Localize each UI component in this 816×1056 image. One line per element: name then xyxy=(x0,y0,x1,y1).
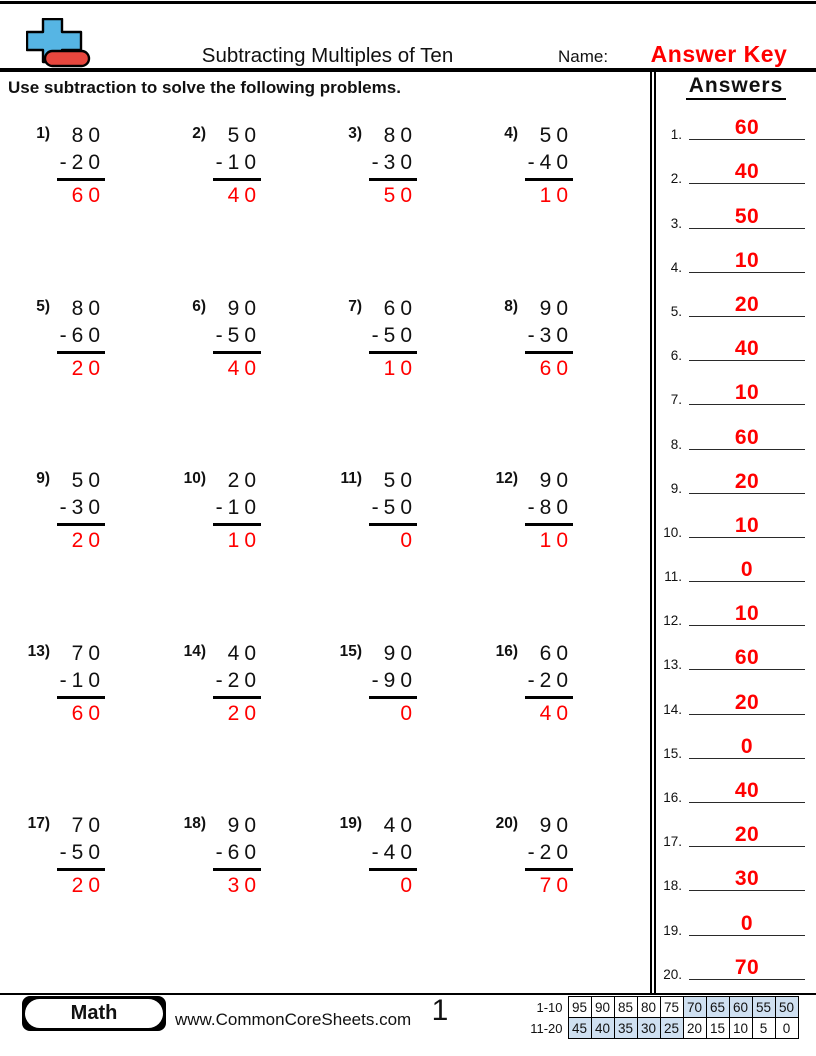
answer-number: 17. xyxy=(663,834,682,850)
problem-answer: 0 xyxy=(400,701,417,725)
answer-blank-line xyxy=(689,867,805,891)
problem-number: 12) xyxy=(495,470,518,487)
answer-rule xyxy=(57,178,105,181)
problem-number: 8) xyxy=(504,297,518,315)
answer-blank-line xyxy=(689,956,805,980)
problem-number: 18) xyxy=(183,815,206,832)
score-cell: 15 xyxy=(706,1018,729,1039)
answer-value: 20 xyxy=(734,292,760,316)
problem-15 xyxy=(336,640,492,813)
answer-rule xyxy=(57,868,105,871)
answer-item xyxy=(656,847,814,894)
subject-badge xyxy=(22,996,166,1031)
answer-rule xyxy=(369,351,417,354)
answer-blank-line xyxy=(689,912,805,936)
minuend: 70 xyxy=(71,641,105,665)
answer-value: 20 xyxy=(734,823,760,847)
problem-answer: 20 xyxy=(71,874,105,897)
answer-rule xyxy=(57,696,105,699)
answer-value: 10 xyxy=(734,513,760,537)
problem-answer: 20 xyxy=(71,529,105,552)
problem-2 xyxy=(180,122,336,295)
answer-number: 8. xyxy=(670,436,682,452)
answer-item xyxy=(656,670,814,717)
answer-blank-line xyxy=(689,646,805,670)
problem-answer: 10 xyxy=(227,529,261,552)
score-cell: 20 xyxy=(683,1018,706,1039)
answer-value: 60 xyxy=(734,646,760,670)
answer-value: 10 xyxy=(734,602,760,626)
answer-rule xyxy=(213,351,261,354)
answer-value: 0 xyxy=(740,558,754,582)
problem-answer: 60 xyxy=(539,356,573,380)
minuend: 60 xyxy=(539,641,573,665)
problem-number: 3) xyxy=(348,125,362,142)
problem-6 xyxy=(180,295,336,468)
answer-blank-line xyxy=(689,602,805,626)
answer-number: 7. xyxy=(670,392,682,408)
answer-blank-line xyxy=(689,426,805,450)
answer-rule xyxy=(525,696,573,699)
answer-number: 13. xyxy=(663,657,682,673)
answer-item xyxy=(656,538,814,585)
answer-number: 1. xyxy=(670,127,682,143)
problem-row xyxy=(24,812,648,985)
header-divider-line xyxy=(0,68,816,72)
problem-number: 17) xyxy=(27,815,50,832)
answer-value: 30 xyxy=(734,867,760,891)
answer-value: 10 xyxy=(734,248,760,272)
answer-rule xyxy=(369,523,417,526)
answer-blank-line xyxy=(689,116,805,140)
answer-number: 20. xyxy=(663,966,682,982)
problem-answer: 40 xyxy=(227,184,261,207)
minuend: 40 xyxy=(383,814,417,837)
minuend: 50 xyxy=(227,124,261,147)
problem-13 xyxy=(24,640,180,813)
answer-rule xyxy=(213,868,261,871)
minuend: 60 xyxy=(383,296,417,320)
minuend: 50 xyxy=(71,469,105,492)
answer-number: 10. xyxy=(663,524,682,540)
minuend: 90 xyxy=(227,296,261,320)
problem-work xyxy=(213,812,261,985)
answer-number: 4. xyxy=(670,259,682,275)
problem-answer: 50 xyxy=(383,184,417,207)
problem-10 xyxy=(180,467,336,640)
score-cell: 85 xyxy=(614,997,637,1018)
problem-1 xyxy=(24,122,180,295)
answer-item xyxy=(656,450,814,494)
answer-blank-line xyxy=(689,160,805,184)
answer-number: 6. xyxy=(670,348,682,364)
problem-work xyxy=(369,812,417,985)
subtrahend: -20 xyxy=(215,668,261,692)
answer-number: 16. xyxy=(663,790,682,805)
answer-item xyxy=(656,405,814,452)
answer-number: 15. xyxy=(663,745,682,761)
problem-row xyxy=(24,467,648,640)
problem-work xyxy=(369,467,417,640)
problem-number: 19) xyxy=(339,815,362,832)
minuend: 20 xyxy=(227,469,261,492)
problem-work xyxy=(213,467,261,640)
subtrahend: -20 xyxy=(527,841,573,864)
problem-number: 14) xyxy=(183,642,206,660)
minuend: 50 xyxy=(383,469,417,492)
answer-number: 11. xyxy=(664,569,682,585)
answer-value: 10 xyxy=(734,381,760,405)
problem-4 xyxy=(492,122,648,295)
problem-work xyxy=(525,467,573,640)
answer-blank-line xyxy=(689,249,805,273)
problem-number: 6) xyxy=(192,297,206,315)
answer-blank-line xyxy=(689,205,805,229)
answer-item xyxy=(656,140,814,187)
answers-title-text: Answers xyxy=(686,74,787,100)
problem-7 xyxy=(336,295,492,468)
score-range-label: 11-20 xyxy=(530,1020,563,1036)
problem-work xyxy=(525,812,573,985)
answer-value: 20 xyxy=(734,690,760,714)
answer-item xyxy=(656,803,814,850)
instructions-text: Use subtraction to solve the following problems. xyxy=(8,78,401,97)
problem-answer: 10 xyxy=(539,529,573,552)
problem-work xyxy=(213,295,261,468)
subtrahend: -30 xyxy=(59,496,105,519)
subtrahend: -50 xyxy=(215,323,261,347)
answer-value: 0 xyxy=(740,911,754,935)
problem-answer: 60 xyxy=(71,701,105,725)
score-cell: 75 xyxy=(660,997,683,1018)
score-cell: 35 xyxy=(614,1018,637,1039)
page-top-border xyxy=(0,1,816,4)
answers-list xyxy=(656,96,814,980)
problem-answer: 70 xyxy=(539,874,573,897)
answer-number: 14. xyxy=(663,701,682,717)
problem-answer: 20 xyxy=(71,356,105,380)
problem-number: 11) xyxy=(340,470,362,487)
subtrahend: -20 xyxy=(527,668,573,692)
answer-item xyxy=(656,494,814,538)
answer-item xyxy=(656,936,814,980)
score-cell: 70 xyxy=(683,997,706,1018)
problem-answer: 0 xyxy=(400,874,417,897)
score-cell: 55 xyxy=(752,997,775,1018)
answer-item xyxy=(656,317,814,364)
problem-work xyxy=(525,295,573,468)
subtrahend: -30 xyxy=(371,151,417,174)
score-cell: 45 xyxy=(568,1018,591,1039)
answer-rule xyxy=(369,178,417,181)
problem-answer: 10 xyxy=(539,184,573,207)
subtrahend: -60 xyxy=(215,841,261,864)
subtrahend: -30 xyxy=(527,323,573,347)
minuend: 50 xyxy=(539,124,573,147)
answer-number: 12. xyxy=(663,613,682,629)
page-number: 1 xyxy=(431,994,449,1027)
answer-value: 0 xyxy=(740,734,754,758)
answer-rule xyxy=(525,868,573,871)
answer-blank-line xyxy=(689,691,805,715)
minuend: 90 xyxy=(227,814,261,837)
answer-blank-line xyxy=(689,823,805,847)
problem-work xyxy=(369,295,417,468)
problem-12 xyxy=(492,467,648,640)
score-cell: 80 xyxy=(637,997,660,1018)
minuend: 90 xyxy=(539,469,573,492)
score-cell: 0 xyxy=(775,1018,798,1039)
minuend: 80 xyxy=(71,296,105,320)
problem-answer: 20 xyxy=(227,701,261,725)
answer-blank-line xyxy=(689,470,805,494)
answer-rule xyxy=(369,696,417,699)
answer-item xyxy=(656,582,814,629)
problem-19 xyxy=(336,812,492,985)
score-cell: 10 xyxy=(729,1018,752,1039)
answer-rule xyxy=(525,351,573,354)
score-cell: 60 xyxy=(729,997,752,1018)
minuend: 90 xyxy=(383,641,417,665)
name-label: Name: xyxy=(558,47,609,66)
answer-rule xyxy=(57,523,105,526)
problem-17 xyxy=(24,812,180,985)
problem-work xyxy=(369,122,417,295)
score-cell: 65 xyxy=(706,997,729,1018)
subject-label: Math xyxy=(25,999,163,1028)
problem-work xyxy=(213,640,261,813)
score-cell: 40 xyxy=(591,1018,614,1039)
subtrahend: -10 xyxy=(215,496,261,519)
answer-rule xyxy=(57,351,105,354)
answer-blank-line xyxy=(689,558,805,582)
score-row xyxy=(520,997,798,1018)
answer-blank-line xyxy=(689,337,805,361)
problem-work xyxy=(57,812,105,985)
answer-item xyxy=(656,626,814,673)
answer-blank-line xyxy=(689,381,805,405)
subtrahend: -40 xyxy=(371,841,417,864)
answer-value: 40 xyxy=(734,160,760,184)
minuend: 90 xyxy=(539,814,573,837)
score-row xyxy=(520,1018,798,1039)
problem-answer: 10 xyxy=(383,356,417,380)
answer-item xyxy=(656,184,814,231)
answer-item xyxy=(656,891,814,938)
answer-blank-line xyxy=(689,779,805,803)
problem-9 xyxy=(24,467,180,640)
problem-work xyxy=(525,122,573,295)
answer-value: 20 xyxy=(734,469,760,493)
subtrahend: -60 xyxy=(59,323,105,347)
problem-work xyxy=(57,295,105,468)
problem-work xyxy=(57,640,105,813)
answer-value: 50 xyxy=(734,204,760,228)
answer-value: 70 xyxy=(734,955,760,979)
subtrahend: -50 xyxy=(371,496,417,519)
problem-20 xyxy=(492,812,648,985)
subtrahend: -10 xyxy=(59,668,105,692)
problem-5 xyxy=(24,295,180,468)
problem-row xyxy=(24,640,648,813)
answer-item xyxy=(656,361,814,408)
answer-item xyxy=(656,273,814,317)
answer-number: 9. xyxy=(670,480,682,496)
problem-work xyxy=(369,640,417,813)
answer-blank-line xyxy=(689,293,805,317)
answer-number: 19. xyxy=(663,922,682,938)
problem-number: 1) xyxy=(36,125,50,142)
website-url: www.CommonCoreSheets.com xyxy=(175,1010,412,1029)
answer-rule xyxy=(525,523,573,526)
problem-number: 4) xyxy=(504,125,518,142)
problem-work xyxy=(57,467,105,640)
answer-number: 2. xyxy=(670,171,682,187)
score-reference-table xyxy=(520,996,799,1039)
problem-work xyxy=(213,122,261,295)
answer-blank-line xyxy=(689,514,805,538)
problem-8 xyxy=(492,295,648,468)
problem-16 xyxy=(492,640,648,813)
subtrahend: -40 xyxy=(527,151,573,174)
answer-value: 40 xyxy=(734,337,760,361)
problem-11 xyxy=(336,467,492,640)
answers-panel-title xyxy=(658,74,814,98)
minuend: 90 xyxy=(539,296,573,320)
subtrahend: -80 xyxy=(527,496,573,519)
worksheet-title: Subtracting Multiples of Ten xyxy=(201,44,454,67)
answer-item xyxy=(656,715,814,759)
problem-3 xyxy=(336,122,492,295)
problem-number: 5) xyxy=(36,297,50,315)
minuend: 70 xyxy=(71,814,105,837)
problem-answer: 60 xyxy=(71,184,105,207)
problem-number: 2) xyxy=(192,125,206,142)
problem-number: 20) xyxy=(495,815,518,832)
answer-blank-line xyxy=(689,735,805,759)
answer-item xyxy=(656,96,814,143)
score-cell: 95 xyxy=(568,997,591,1018)
subtrahend: -90 xyxy=(371,668,417,692)
minuend: 80 xyxy=(383,124,417,147)
answer-value: 60 xyxy=(734,116,760,140)
minuend: 80 xyxy=(71,124,105,147)
score-cell: 50 xyxy=(775,997,798,1018)
problem-number: 16) xyxy=(495,642,518,660)
subtrahend: -50 xyxy=(59,841,105,864)
answer-rule xyxy=(213,696,261,699)
score-cell: 30 xyxy=(637,1018,660,1039)
answer-number: 18. xyxy=(663,878,682,894)
problem-number: 13) xyxy=(27,642,50,660)
problem-answer: 40 xyxy=(227,356,261,380)
answer-rule xyxy=(369,868,417,871)
answer-number: 3. xyxy=(670,215,682,231)
minuend: 40 xyxy=(227,641,261,665)
subtrahend: -20 xyxy=(59,151,105,174)
score-range-label: 1-10 xyxy=(536,999,563,1015)
score-cell: 5 xyxy=(752,1018,775,1039)
answer-item xyxy=(656,229,814,273)
problem-work xyxy=(57,122,105,295)
problem-14 xyxy=(180,640,336,813)
problem-row xyxy=(24,295,648,468)
answer-item xyxy=(656,759,814,803)
answer-rule xyxy=(213,178,261,181)
answer-number: 5. xyxy=(670,303,682,319)
problem-number: 7) xyxy=(348,297,362,315)
score-cell: 25 xyxy=(660,1018,683,1039)
problem-number: 10) xyxy=(183,470,206,487)
problem-number: 9) xyxy=(36,470,50,487)
answer-key-label: Answer Key xyxy=(650,41,788,67)
problem-answer: 40 xyxy=(539,701,573,725)
score-cell: 90 xyxy=(591,997,614,1018)
answer-rule xyxy=(525,178,573,181)
answer-rule xyxy=(213,523,261,526)
subtrahend: -50 xyxy=(371,323,417,347)
problem-work xyxy=(525,640,573,813)
problem-answer: 0 xyxy=(400,529,417,552)
problem-answer: 30 xyxy=(227,874,261,897)
problem-number: 15) xyxy=(339,642,362,660)
answer-value: 60 xyxy=(734,425,760,449)
answer-value: 40 xyxy=(734,779,760,802)
problems-grid xyxy=(24,122,648,985)
problem-18 xyxy=(180,812,336,985)
subtrahend: -10 xyxy=(215,151,261,174)
problem-row xyxy=(24,122,648,295)
